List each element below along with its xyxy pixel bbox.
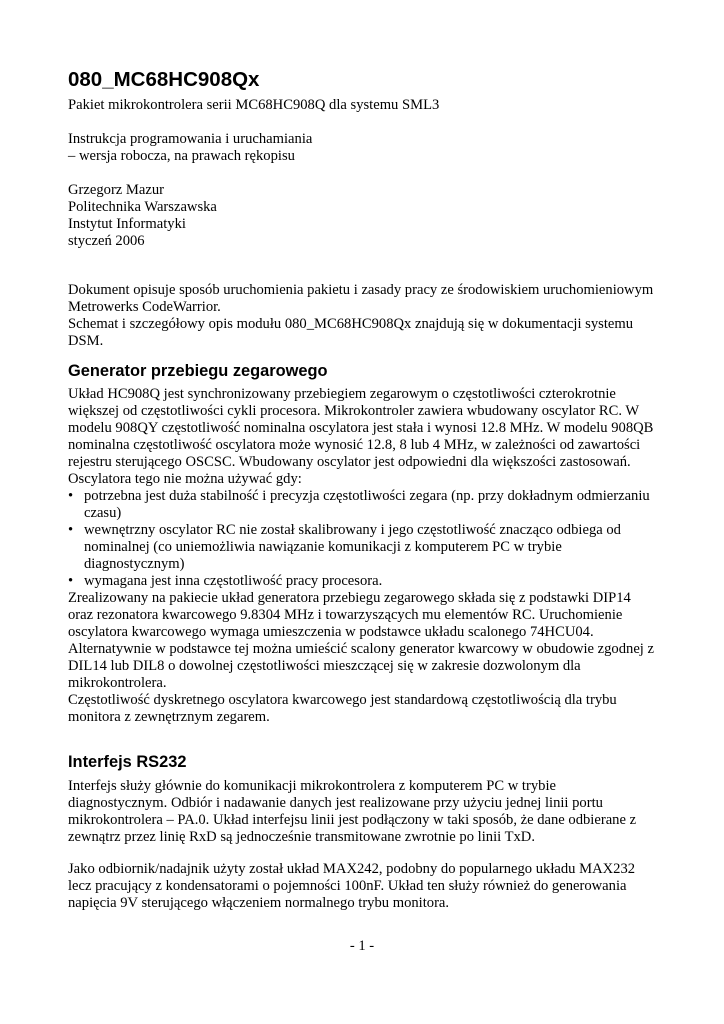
rs232-section-body bbox=[68, 778, 668, 846]
page-number: - 1 - bbox=[349, 938, 375, 954]
bullet-marker: • bbox=[68, 573, 74, 589]
text-line: wymagana jest inna częstotliwość pracy procesora. bbox=[84, 573, 383, 589]
text-line: monitora z zewnętrznym zegarem. bbox=[68, 709, 270, 725]
author-institute: Instytut Informatyki bbox=[68, 216, 186, 232]
text-line: czasu) bbox=[84, 505, 122, 521]
author-block bbox=[68, 182, 668, 250]
text-line: diagnostycznym. Odbiór i nadawanie danych jest realizowane przy użyciu jednej linii portu bbox=[68, 795, 603, 811]
text-line: Dokument opisuje sposób uruchomienia pakietu i zasady pracy ze środowiskiem uruchomieniowym bbox=[68, 282, 654, 298]
text-line: DSM. bbox=[68, 333, 104, 349]
bullet-item bbox=[68, 573, 668, 590]
text-line: oscylatora kwarcowego wymaga umieszczenia w podstawce układu scalonego 74HCU04. bbox=[68, 624, 594, 640]
text-line: Zrealizowany na pakiecie układ generatora przebiegu zegarowego składa się z podstawki DIP14 bbox=[68, 590, 631, 606]
text-line: mikrokontrolera – PA.0. Układ interfejsu linii jest podłączony w taki sposób, że dane odbierane z bbox=[68, 812, 637, 828]
instructions-line: – wersja robocza, na prawach rękopisu bbox=[68, 148, 295, 164]
text-line: napięcia 9V sterującego włączeniem normalnego trybu monitora. bbox=[68, 895, 450, 911]
text-line: Oscylatora tego nie można używać gdy: bbox=[68, 471, 302, 487]
bullet-item bbox=[68, 522, 668, 573]
text-line: potrzebna jest duża stabilność i precyzja częstotliwości zegara (np. przy dokładnym odmierzaniu bbox=[84, 488, 650, 504]
bullet-marker: • bbox=[68, 522, 74, 538]
text-line: rejestru sterującego OSCSC. Wbudowany oscylator jest odpowiedni dla większości zastosowań. bbox=[68, 454, 631, 470]
text-line: Metrowerks CodeWarrior. bbox=[68, 299, 221, 315]
text-line: większej od częstotliwości cykli procesora. Mikrokontroler zawiera wbudowany oscylator RC. W bbox=[68, 403, 640, 419]
bullet-marker: • bbox=[68, 488, 74, 504]
instructions-block bbox=[68, 131, 668, 165]
text-line: diagnostycznym) bbox=[84, 556, 185, 572]
text-line: Jako odbiornik/nadajnik użyty został układ MAX242, podobny do popularnego układu MAX232 bbox=[68, 861, 636, 877]
author-university: Politechnika Warszawska bbox=[68, 199, 217, 215]
text-line: lecz pracujący z kondensatorami o pojemności 100nF. Układ ten służy również do generowania bbox=[68, 878, 627, 894]
document-title: 080_MC68HC908Qx bbox=[68, 68, 260, 91]
text-line: nominalnej (co uniemożliwia nawiązanie komunikacji z komputerem PC w trybie bbox=[84, 539, 562, 555]
text-line: Schemat i szczegółowy opis modułu 080_MC68HC908Qx znajdują się w dokumentacji systemu bbox=[68, 316, 634, 332]
text-line: Układ HC908Q jest synchronizowany przebiegiem zegarowym o częstotliwości czterokrotnie bbox=[68, 386, 616, 402]
section-heading-clock-generator: Generator przebiegu zegarowego bbox=[68, 362, 328, 380]
instructions-line: Instrukcja programowania i uruchamiania bbox=[68, 131, 313, 147]
text-line: Częstotliwość dyskretnego oscylatora kwarcowego jest standardową częstotliwością dla trybu bbox=[68, 692, 617, 708]
text-line: nominalna częstotliwość oscylatora może wynosić 12.8, 8 lub 4 MHz, w zależności od zawartości bbox=[68, 437, 641, 453]
document-subtitle: Pakiet mikrokontrolera serii MC68HC908Q dla systemu SML3 bbox=[68, 97, 440, 113]
text-line: modelu 908QY częstotliwość nominalna oscylatora jest stała i wynosi 12.8 MHz. W modelu 908QB bbox=[68, 420, 654, 436]
bullet-item bbox=[68, 488, 668, 522]
document-date: styczeń 2006 bbox=[68, 233, 145, 249]
text-line: mikrokontrolera. bbox=[68, 675, 167, 691]
text-line: DIL14 lub DIL8 o dowolnej częstotliwości mieszczącej się w zakresie dozwolonym dla bbox=[68, 658, 581, 674]
text-line: Alternatywnie w podstawce tej można umieścić scalony generator kwarcowy w obudowie zgodnej z bbox=[68, 641, 654, 657]
text-line: zewnątrz przez linię RxD są jednocześnie transmitowane zwrotnie po linii TxD. bbox=[68, 829, 535, 845]
intro-paragraph bbox=[68, 282, 668, 350]
section-heading-rs232: Interfejs RS232 bbox=[68, 753, 187, 771]
rs232-paragraph-2 bbox=[68, 861, 668, 912]
author-name: Grzegorz Mazur bbox=[68, 182, 165, 198]
text-line: oraz rezonatora kwarcowego 9.8304 MHz i towarzyszących mu elementów RC. Uruchomienie bbox=[68, 607, 623, 623]
clock-generator-section-body bbox=[68, 386, 668, 726]
text-line: wewnętrzny oscylator RC nie został skalibrowany i jego częstotliwość znacząco odbiega od bbox=[84, 522, 621, 538]
text-line: Interfejs służy głównie do komunikacji mikrokontrolera z komputerem PC w trybie bbox=[68, 778, 556, 794]
